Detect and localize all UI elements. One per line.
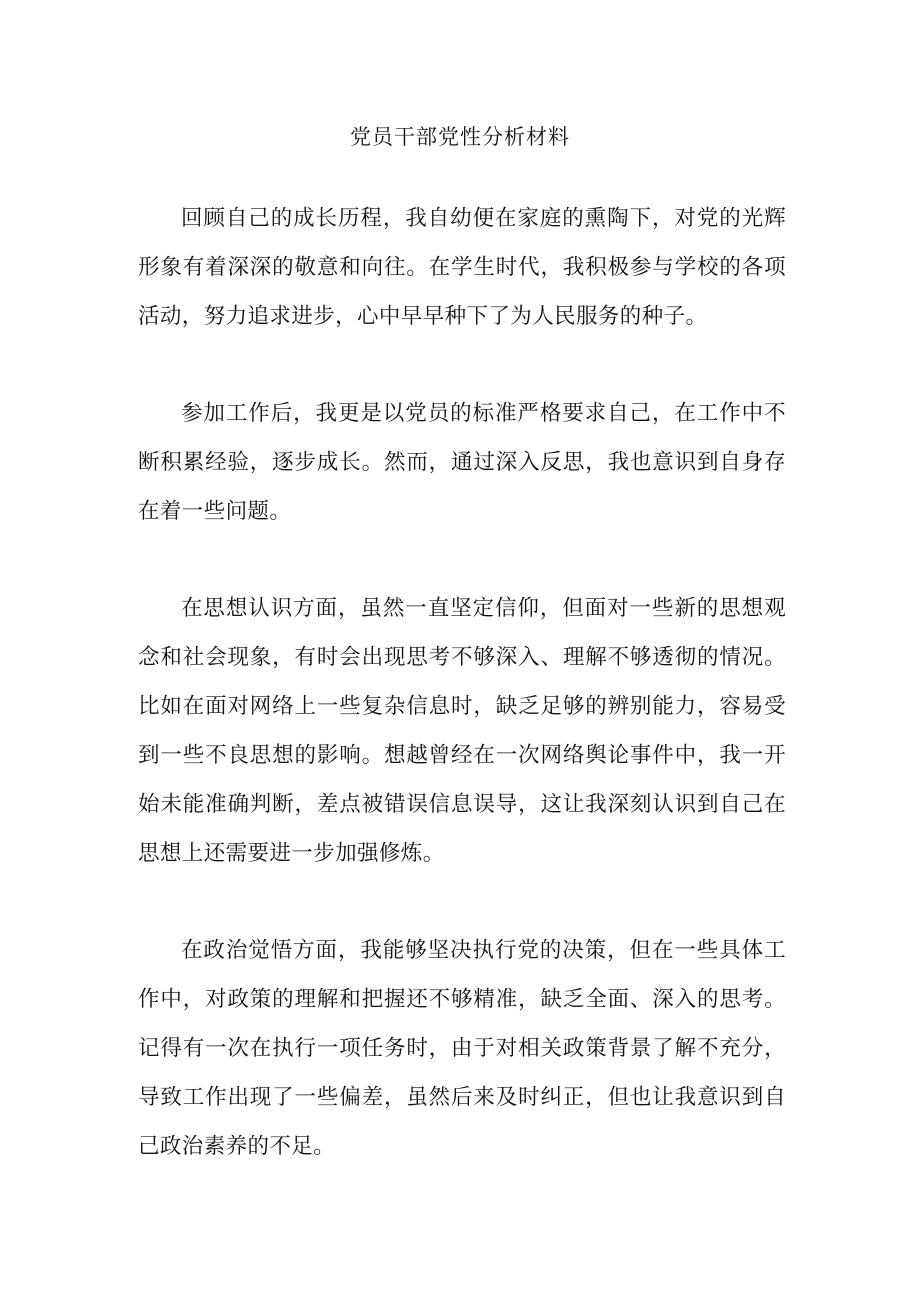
document-body bbox=[138, 194, 786, 1219]
paragraph-growth: 回顾自己的成长历程，我自幼便在家庭的熏陶下，对党的光辉形象有着深深的敬意和向往。在学生时代，我积极参与学校的各项活动，努力追求进步，心中早早种下了为人民服务的种子。 bbox=[138, 206, 786, 329]
paragraph-political-awareness: 在政治觉悟方面，我能够坚决执行党的决策，但在一些具体工作中，对政策的理解和把握还不够精准，缺乏全面、深入的思考。记得有一次在执行一项任务时，由于对相关政策背景了解不充分，导致工作出现了一些偏差，虽然后来及时纠正，但也让我意识到自己政治素养的不足。 bbox=[138, 938, 786, 1159]
paragraph-ideology: 在思想认识方面，虽然一直坚定信仰，但面对一些新的思想观念和社会现象，有时会出现思考不够深入、理解不够透彻的情况。比如在面对网络上一些复杂信息时，缺乏足够的辨别能力，容易受到一些不良思想的影响。想越曾经在一次网络舆论事件中，我一开始未能准确判断，差点被错误信息误导，这让我深刻认识到自己在思想上还需要进一步加强修炼。 bbox=[138, 596, 786, 866]
paragraph-work: 参加工作后，我更是以党员的标准严格要求自己，在工作中不断积累经验，逐步成长。然而，通过深入反思，我也意识到自身存在着一些问题。 bbox=[138, 401, 786, 524]
document-title: 党员干部党性分析材料 bbox=[350, 125, 570, 149]
